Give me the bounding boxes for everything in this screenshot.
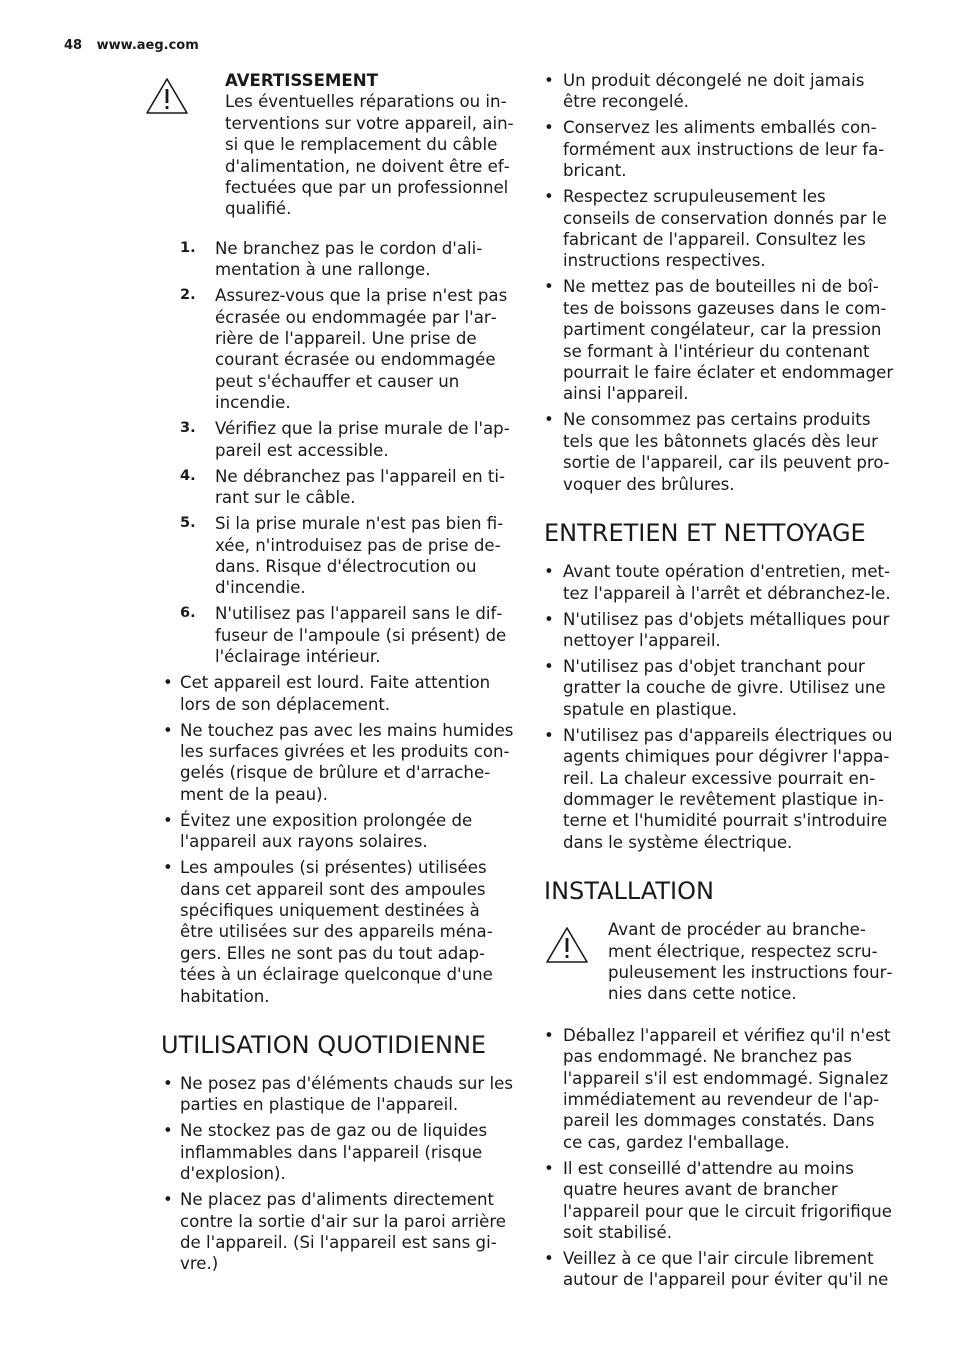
step-number: 2. (180, 287, 196, 304)
install-warning-text: Avant de procéder au branchement électrique, respectez scrupuleusement les instructions fournies dans cette notice. (608, 920, 893, 1004)
list-item: • Il est conseillé d'attendre au moins quatre heures avant de brancher l'appareil pour que le circuit frigorifique soit stabilisé. (544, 1158, 896, 1244)
list-item: • Ne placez pas d'aliments directement contre la sortie d'air sur la paroi arrière de l'appareil. (Si l'appareil est sans givre.) (144, 1189, 514, 1275)
page-number: 48 (64, 38, 83, 53)
warning-text (225, 70, 514, 220)
section-heading: ENTRETIEN ET NETTOYAGE (544, 519, 866, 548)
left-column (144, 70, 514, 1279)
step-number: 3. (180, 420, 196, 437)
right-column (544, 70, 896, 1295)
list-item: • Conservez les aliments emballés conformément aux instructions de leur fabricant. (544, 117, 896, 181)
numbered-steps (144, 238, 514, 668)
list-item (144, 513, 514, 599)
bullet-list (144, 1073, 514, 1275)
list-item (144, 603, 514, 667)
list-item: • Un produit décongelé ne doit jamais être recongelé. (544, 70, 896, 113)
step-text: Ne débranchez pas l'appareil en tirant sur le câble. (215, 466, 505, 508)
list-item: • N'utilisez pas d'objets métalliques pour nettoyer l'appareil. (544, 609, 896, 652)
list-item: • N'utilisez pas d'appareils électriques ou agents chimiques pour dégivrer l'appareil. La chaleur excessive pourrait endommager le revêtement plastique interne et l'humidité pourrait s'introduire dans le système électrique. (544, 725, 896, 853)
list-item: • Ne consommez pas certains produits tels que les bâtonnets glacés dès leur sortie de l'appareil, car ils peuvent provoquer des brûlures. (544, 409, 896, 495)
bullet-list (144, 672, 514, 1007)
step-text: Ne branchez pas le cordon d'alimentation à une rallonge. (215, 238, 483, 280)
warning-body: Les éventuelles réparations ou interventions sur votre appareil, ainsi que le remplacement du câble d'alimentation, ne doivent être effectuées que par un professionnel qualifié. (225, 92, 514, 219)
section-heading: INSTALLATION (544, 877, 714, 906)
step-text: N'utilisez pas l'appareil sans le diffuseur de l'ampoule (si présent) de l'éclairage intérieur. (215, 604, 507, 667)
warning-triangle-icon (144, 76, 190, 116)
list-item (144, 238, 514, 281)
step-text: Vérifiez que la prise murale de l'appareil est accessible. (215, 419, 510, 460)
list-item (144, 285, 514, 413)
step-number: 1. (180, 239, 196, 256)
section-heading: UTILISATION QUOTIDIENNE (161, 1031, 487, 1059)
bullet-list (544, 1025, 896, 1291)
list-item: • Ne stockez pas de gaz ou de liquides inflammables dans l'appareil (risque d'explosion). (144, 1120, 514, 1184)
step-text: Si la prise murale n'est pas bien fixée, n'introduisez pas de prise dedans. Risque d'électrocution ou d'incendie. (215, 514, 504, 598)
warning-triangle-icon (544, 925, 590, 965)
page-header (64, 38, 199, 53)
step-number: 5. (180, 515, 196, 532)
list-item: • Ne touchez pas avec les mains humides les surfaces givrées et les produits congelés (risque de brûlure et d'arrachement de la peau). (144, 720, 514, 806)
list-item: • Veillez à ce que l'air circule librement autour de l'appareil pour éviter qu'il ne (544, 1248, 896, 1291)
list-item (144, 418, 514, 461)
site-url: www.aeg.com (96, 38, 199, 53)
list-item: • Déballez l'appareil et vérifiez qu'il n'est pas endommagé. Ne branchez pas l'appareil s'il est endommagé. Signalez immédiatement au revendeur de l'appareil les dommages constatés. Dans ce cas, gardez l'emballage. (544, 1025, 896, 1153)
warning-title: AVERTISSEMENT (225, 71, 378, 90)
warning-block (144, 70, 514, 220)
list-item: • Ne posez pas d'éléments chauds sur les parties en plastique de l'appareil. (144, 1073, 514, 1116)
install-warning-block (544, 919, 896, 1005)
step-text: Assurez-vous que la prise n'est pas écrasée ou endommagée par l'arrière de l'appareil. Une prise de courant écrasée ou endommagée peut s'échauffer et causer un incendie. (215, 286, 508, 413)
list-item: • Évitez une exposition prolongée de l'appareil aux rayons solaires. (144, 810, 514, 853)
step-number: 6. (180, 605, 196, 622)
bullet-list (544, 561, 896, 853)
list-item: • Ne mettez pas de bouteilles ni de boîtes de boissons gazeuses dans le compartiment congélateur, car la pression se formant à l'intérieur du contenant pourrait le faire éclater et endommager ainsi l'appareil. (544, 276, 896, 404)
list-item (144, 466, 514, 509)
list-item: • Respectez scrupuleusement les conseils de conservation donnés par le fabricant de l'appareil. Consultez les instructions respectives. (544, 186, 896, 272)
bullet-list (544, 70, 896, 495)
list-item: • N'utilisez pas d'objet tranchant pour gratter la couche de givre. Utilisez une spatule en plastique. (544, 656, 896, 720)
list-item: • Avant toute opération d'entretien, mettez l'appareil à l'arrêt et débranchez-le. (544, 561, 896, 604)
list-item: • Les ampoules (si présentes) utilisées dans cet appareil sont des ampoules spécifiques uniquement destinées à être utilisées sur des appareils ménagers. Elles ne sont pas du tout adaptées à un éclairage quelconque d'une habitation. (144, 857, 514, 1007)
list-item: • Cet appareil est lourd. Faite attention lors de son déplacement. (144, 672, 514, 715)
step-number: 4. (180, 467, 196, 484)
